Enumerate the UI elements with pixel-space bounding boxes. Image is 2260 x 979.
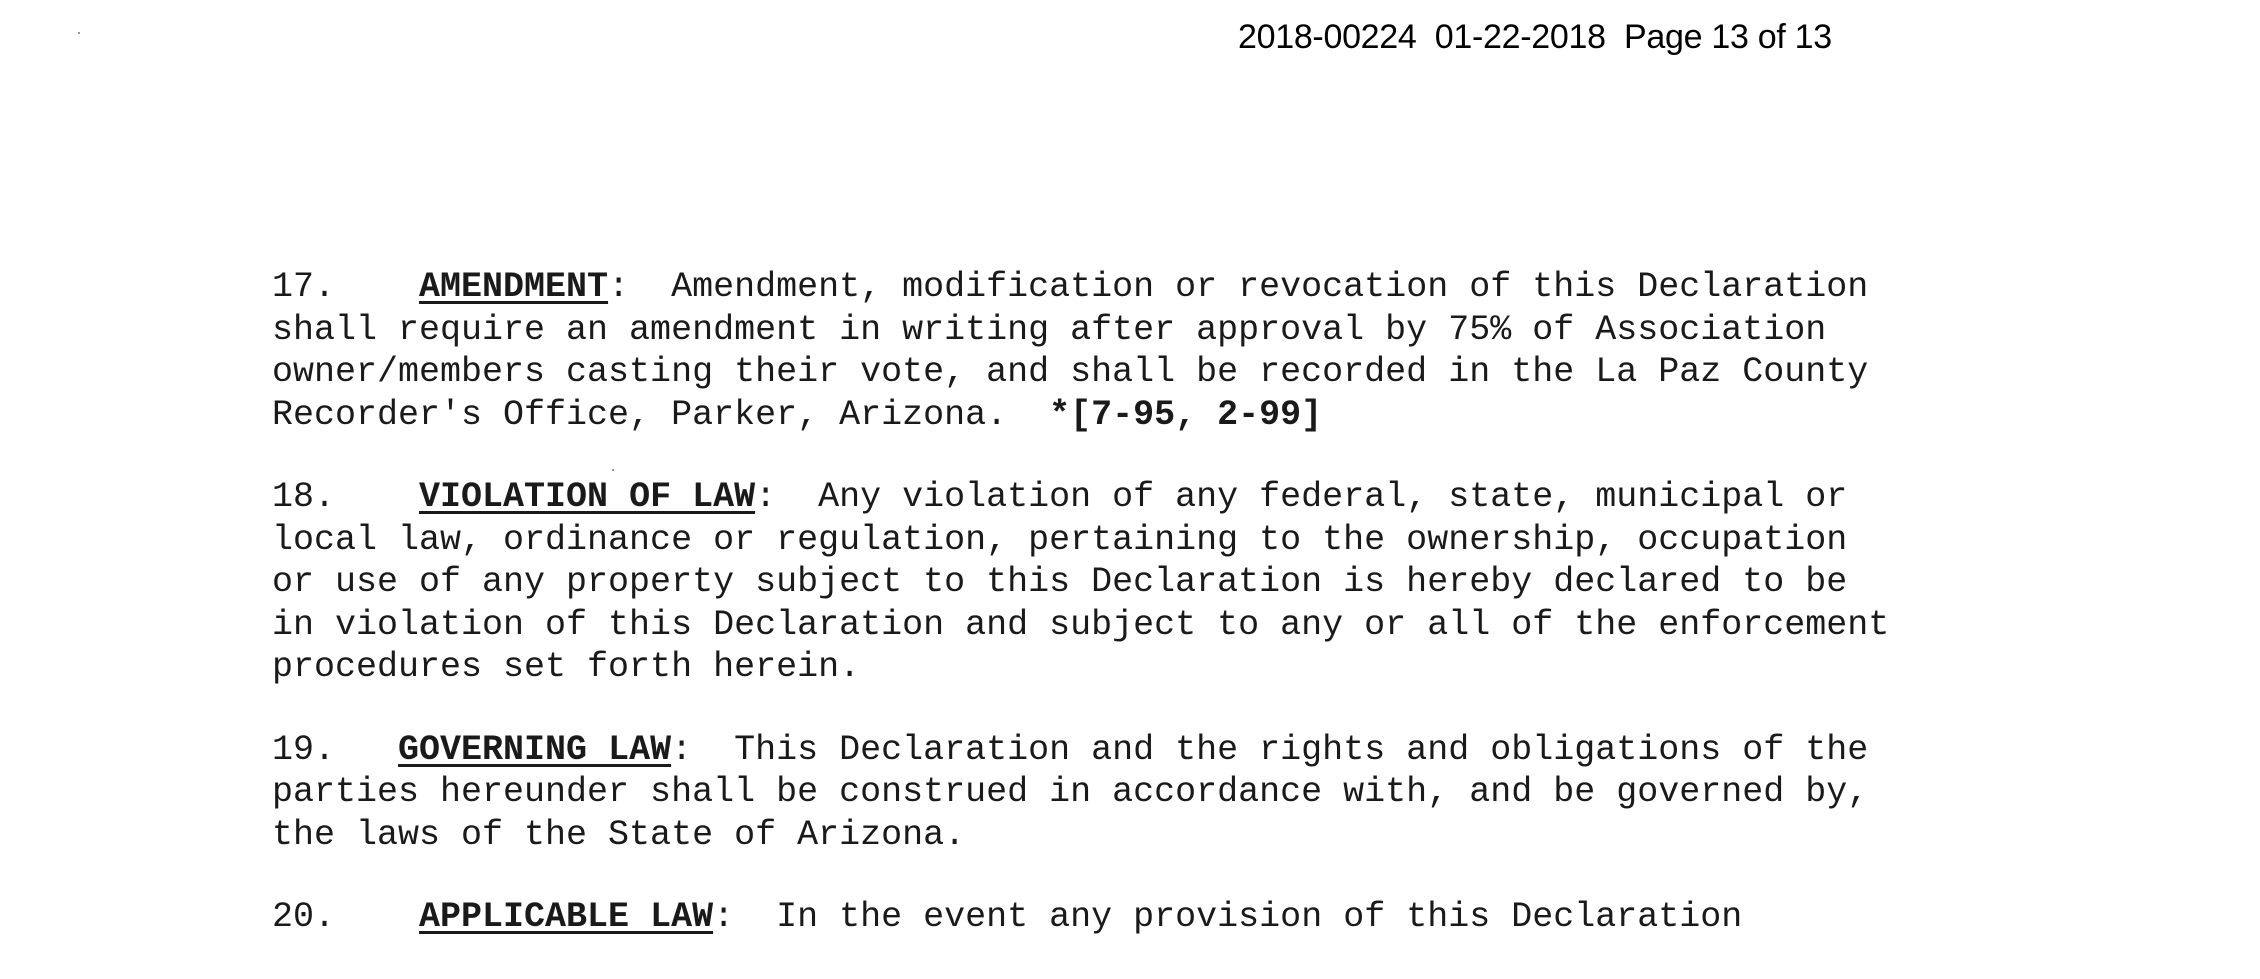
section-line: shall require an amendment in writing after approval by 75% of Association <box>272 309 1827 350</box>
recording-stamp: 2018-00224 01-22-2018 Page 13 of 13 <box>1238 18 1832 56</box>
section-text: : Amendment, modification or revocation of this Declaration <box>608 267 1869 307</box>
section-19 <box>272 729 1889 857</box>
section-heading: GOVERNING LAW <box>398 729 672 770</box>
section-number: 19. <box>272 729 336 770</box>
section-text: : Any violation of any federal, state, municipal or <box>755 477 1848 517</box>
section-line: owner/members casting their vote, and shall be recorded in the La Paz County <box>272 352 1869 392</box>
scan-speck <box>78 32 80 34</box>
section-line: local law, ordinance or regulation, pertaining to the ownership, occupation <box>272 519 1848 560</box>
section-line: the laws of the State of Arizona. <box>272 814 966 855</box>
section-number: 17. <box>272 267 336 307</box>
section-text: Recorder's Office, Parker, Arizona. <box>272 394 1050 435</box>
section-number: 20. <box>272 897 336 937</box>
section-line: in violation of this Declaration and subject to any or all of the enforcement <box>272 604 1890 645</box>
section-number: 18. <box>272 477 336 517</box>
section-line: procedures set forth herein. <box>272 647 861 687</box>
section-line: parties hereunder shall be construed in accordance with, and be governed by, <box>272 772 1869 812</box>
section-20 <box>272 896 1889 939</box>
section-line: or use of any property subject to this Declaration is hereby declared to be <box>272 562 1848 602</box>
amendment-note: *[7-95, 2-99] <box>1049 394 1323 435</box>
section-line <box>272 729 1889 772</box>
section-heading: AMENDMENT <box>419 267 609 307</box>
section-line <box>272 266 1889 309</box>
section-heading: APPLICABLE LAW <box>419 897 714 937</box>
section-text: : In the event any provision of this Declaration <box>713 897 1743 937</box>
declaration-body <box>272 266 1889 979</box>
section-18 <box>272 476 1889 689</box>
section-line <box>272 896 1889 939</box>
section-heading: VIOLATION OF LAW <box>419 477 756 517</box>
section-17 <box>272 266 1889 436</box>
section-line <box>272 394 1889 437</box>
section-text: : This Declaration and the rights and obligations of the <box>671 729 1869 770</box>
section-line <box>272 476 1889 519</box>
